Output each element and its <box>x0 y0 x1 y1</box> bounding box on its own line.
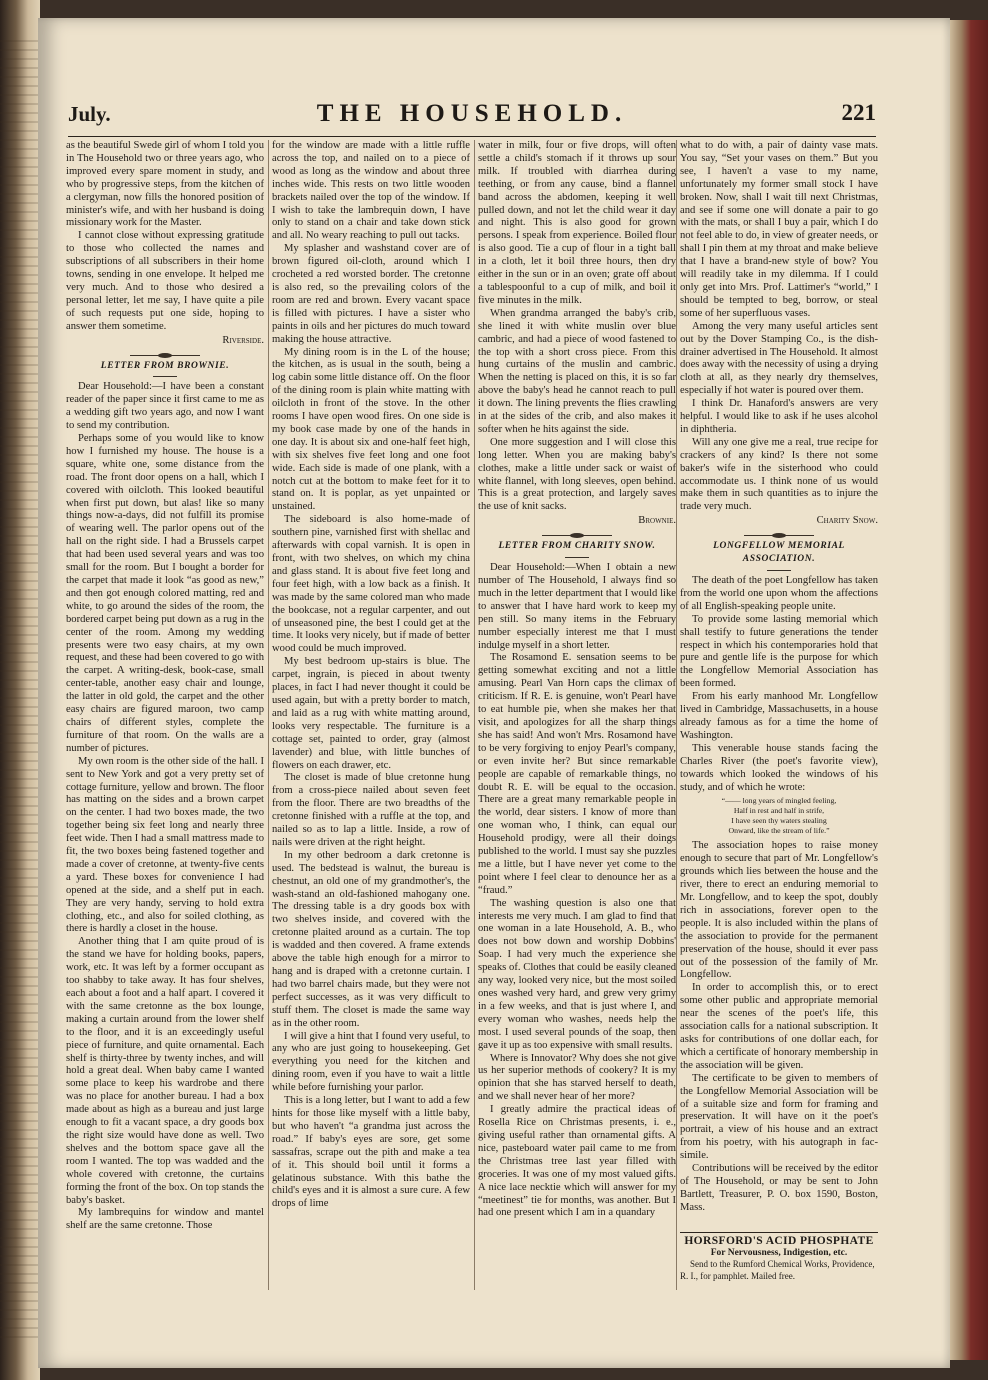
article-heading: LONGFELLOW MEMORIAL ASSOCIATION. <box>713 541 845 565</box>
paragraph: Dear Household:—I have been a constant reader of the paper since it first came to me as a wedding gift two years ago, and now I want to send my contribution. <box>66 381 264 432</box>
ad-body: Send to the Rumford Chemical Works, Providence, R. I., for pamphlet. Mailed free. <box>680 1259 875 1281</box>
paragraph: The association hopes to raise money enough to secure that part of Mr. Longfellow's grounds which lies between the house and the river, there to erect an enduring memorial to Mr. Longfellow, and to keep the spot, doubly rich in associations, forever open to the people. It is also included within the plans of the association to provide for the permanent preservation of the house, should it ever pass out of the possession of the family of Mr. Longfellow. <box>680 840 878 981</box>
paragraph: The washing question is also one that interests me very much. I am glad to find that one woman in a late Household, A. B., who does not bow down and worship Dobbins' Soap. I had very much the experience she speaks of. Clothes that could be easily cleaned any way, looked very nice, but the most soiled ones washed very hard, and grew very grimy in a few weeks, and that is just where I, and every woman who washes, needs help the most. I used several pounds of the soap, then gave it up as too expensive with small results. <box>478 897 676 1051</box>
poem-quote <box>680 796 878 836</box>
column-1 <box>66 140 264 1290</box>
page-number: 221 <box>841 100 876 125</box>
paragraph: for the window are made with a little ruffle across the top, and nailed on to a piece of wood as long as the window and about three inches wide. This rests on two little wooden brackets nailed over the top of the window. If I wish to take the lambrequin down, I have only to stand on a chair and take down stick and all. No weary reaching to pull out tacks. <box>272 140 470 242</box>
column-rule <box>268 140 269 1290</box>
paragraph: I think Dr. Hanaford's answers are very helpful. I would like to ask if he uses alcohol in diphtheria. <box>680 398 878 435</box>
advertisement-box <box>680 1232 878 1282</box>
heading-rule <box>565 557 589 558</box>
paragraph: In my other bedroom a dark cretonne is used. The bedstead is walnut, the bureau is chestnut, an old one of my grandmother's, the wash-stand an old-fashioned mahogany one. The dressing table is a dry goods box with two shelves inside, and covered with the cretonne plaited around as a curtain. The top is wadded and then covered. A frame extends above the table high enough for a mirror to hang and is draped with a cretonne curtain. I had two barrel chairs made, but they were not perfect successes, as it was very difficult to stuff them. The closet is made the same way as in the other room. <box>272 849 470 1029</box>
section-divider <box>542 535 612 536</box>
section-divider <box>744 535 814 536</box>
column-4 <box>680 140 878 1290</box>
heading-rule <box>153 376 177 377</box>
paragraph: My own room is the other side of the hall. I sent to New York and got a very pretty set of cottage furniture, yellow and brown. The floor has matting on the sides and a brown carpet on the center. I had two boxes made, the two together being six feet long and nearly three feet wide. Then I had a small mattress made to fit, the two boxes being fastened together and made a cover of cretonne, at twenty-five cents a yard. These boxes for convenience I had opened at the side, and a shelf put in each. They are very handy, serving to hold extra clothing, etc., and also for soiled clothing, as there is hardly a closet in the house. <box>66 755 264 935</box>
paragraph: Perhaps some of you would like to know how I furnished my house. The house is a square, white one, some distance from the road. The front door opens on a hall, which I covered with oilcloth. This looked beautiful when first put down, but alas! like so many things now-a-days, did not fulfill its promise of wearing well. The parlor opens out of the hall on the right side. I had a Brussels carpet that had been used several years and was too small for the room. But I bought a border for the carpet that made it look “as good as new,” and then got enough colored matting, red and white, to go around the sides of the room, the bordered carpet being put down as a rug in the center of the room. Among my wedding presents were two easy chairs, at my own request, and these had been covered to go with the carpet. A writing-desk, book-case, small center-table, another easy chair and lounge, the latter in old gold, the carpet and the other easy chairs are figured maroon, two camp chairs of different styles, complete the furniture of that room. On the walls are a number of pictures. <box>66 433 264 754</box>
masthead-title: THE HOUSEHOLD. <box>316 100 628 127</box>
paragraph: My best bedroom up-stairs is blue. The carpet, ingrain, is pieced in about twenty places, in fact I had never thought it could be used again, but with a pretty border to match, and laid as a rug with white matting around, looks very respectable. The furniture is a cottage set, painted to order, gray (almost lavender) and blue, with little bunches of flowers on each drawer, etc. <box>272 656 470 771</box>
page-header <box>68 96 876 137</box>
paragraph: I greatly admire the practical ideas of Rosella Rice on Christmas presents, i. e., giving useful rather than ornamental gifts. A nice, pasteboard water pail came to me from the Christmas tree last year filled with groceries. It was one of my most valued gifts. A nice lace necktie which will answer for my “meetinest” tie for months, was another. But I had one present which I am in a quandary <box>478 1104 676 1219</box>
heading-rule <box>767 570 791 571</box>
paragraph: Among the very many useful articles sent out by the Dover Stamping Co., is the dish-drainer advertised in The Household. It almost does away with the necessity of using a drying cloth at all, as they nearly dry themselves, especially if hot water is poured over them. <box>680 320 878 397</box>
paragraph: The sideboard is also home-made of southern pine, varnished first with shellac and afterwards with copal varnish. It is open in front, with two shelves, on which my china and glass stand. It is about five feet long and four feet high, with a low back as a finish. It was made by the same colored man who made the bookcase, not a regular carpenter, and out of unseasoned pine, the best I could get at the time. It looks very nicely, but if made of better wood could be much improved. <box>272 514 470 655</box>
ad-subtitle: For Nervousness, Indigestion, etc. <box>710 1247 848 1258</box>
header-month: July. <box>68 102 111 126</box>
paragraph: The death of the poet Longfellow has taken from the world one upon whom the affections of all English-speaking people unite. <box>680 575 878 612</box>
paragraph: The certificate to be given to members of the Longfellow Memorial Association will be of a suitable size and form for framing and preservation. It will have on it the poet's portrait, a view of his house and an extract from his poetry, with his autograph in fac-simile. <box>680 1072 878 1162</box>
signature: Riverside. <box>222 334 264 346</box>
paragraph: The Rosamond E. sensation seems to be getting somewhat exciting and not a little amusing. Pearl Van Horn caps the climax of criticism. If R. E. is genuine, won't Pearl have to eat humble pie, when she makes her that visit, and apologizes for all the sharp things she has said! And won't Mrs. Rosamond have to be very forgiving to enjoy Pearl's company, or even invite her? But since remarkable people are capable of remarkable things, no doubt R. E. will be equal to the occasion. There are a great many remarkable people in the world, dear sisters. I know of more than one woman who, I think, can equal our Household prodigy, were all their doings published to the world. I must say she puzzles me a little, but I have never yet come to the point where I feel clear to denounce her as a “fraud.” <box>478 652 676 896</box>
poem-line: “—— long years of mingled feeling, <box>721 796 837 806</box>
paragraph: Where is Innovator? Why does she not give us her superior methods of cookery? It is my opinion that she has starved herself to death, and we shall never hear of her more? <box>478 1052 676 1103</box>
column-2 <box>272 140 470 1290</box>
column-rule <box>474 140 475 1290</box>
section-divider <box>130 355 200 356</box>
poem-line: Half in rest and half in strife, <box>733 806 825 816</box>
paragraph: I cannot close without expressing gratitude to those who collected the names and subscriptions of all subscribers in their home towns, sending in one envelope. It helped me very much. And to those who desired a personal letter, let me say, I have quite a pile of such requests put one side, hoping to answer them sometime. <box>66 230 264 332</box>
paragraph: water in milk, four or five drops, will often settle a child's stomach if it throws up sour milk. If troubled with diarrhea during teething, or from any cause, bind a flannel band across the abdomen, keeping it well pulled down, and not let the child wear it day and night. This is also good for grown persons. I speak from experience. Boiled flour is also good. Tie a cup of flour in a tight ball in a cloth, let it boil three hours, then dry either in the sun or in an oven; grate off about a tablespoonful to a cup of milk, and boil it five minutes in the milk. <box>478 140 676 306</box>
article-heading: LETTER FROM BROWNIE. <box>100 360 230 371</box>
paragraph: My dining room is in the L of the house; the kitchen, as is usual in the south, being a log cabin some little distance off. On the floor of the dining room is plain white matting with oilcloth in front of the stove. In the other rooms I have open wood fires. On one side is my book case made by one of the hands in one day. It is about six and one-half feet high, with six shelves five feet long and one foot wide. Each side is made of one plank, with a notch cut at the bottom to make feet for it to stand on. It is poplar, as yet unpainted or unstained. <box>272 346 470 513</box>
poem-line: Onward, like the stream of life.” <box>728 826 830 836</box>
ad-title: HORSFORD'S ACID PHOSPHATE <box>684 1235 874 1247</box>
paragraph: Dear Household:—When I obtain a new number of The Household, I always find so much in the letter department that I would like to answer that I have hard work to keep my pen still. So many items in the February number especially interest me that I must indulge myself in a short letter. <box>478 562 676 651</box>
paragraph: I will give a hint that I found very useful, to any who are just going to housekeeping. Get everything you need for the kitchen and dining room, even if you have to wait a little while before furnishing your parlor. <box>272 1030 470 1094</box>
adjacent-page-strip <box>0 40 40 1340</box>
column-3 <box>478 140 676 1290</box>
paragraph: Another thing that I am quite proud of is the stand we have for holding books, papers, work, etc. It was left by a former occupant as too shabby to take away. It has four shelves, each about a foot and a half apart. I covered it with the same cretonne as the box lounge, making a curtain around from the lower shelf to the floor, and it is an exceedingly useful piece of furniture, and quite ornamental. Each shelf is thirty-three by twenty inches, and will hold a great deal. When baby came I wanted some place to keep his wardrobe and there was no place for another bureau. I had a box made about as high as a bureau and just large enough to fit a vacant space, a dry goods box the right size would have done as well. Two shelves and the bottom space gave all the room I wanted. The top was wadded and the whole covered with cretonne, the curtains forming the front of the box. On top stands the baby's basket. <box>66 936 264 1206</box>
article-heading: LETTER FROM CHARITY SNOW. <box>498 541 656 552</box>
paragraph: Contributions will be received by the editor of The Household, or may be sent to John Bartlett, Treasurer, P. O. box 1590, Boston, Mass. <box>680 1163 878 1213</box>
paragraph: My splasher and washstand cover are of brown figured oil-cloth, around which I crocheted a red worsted border. The cretonne is also red, so the prevailing colors of the room are red and brown. Every vacant space is filled with pictures. I have a sister who paints in oils and her pictures do much toward making the house attractive. <box>272 243 470 345</box>
paragraph: The closet is made of blue cretonne hung from a cross-piece nailed about seven feet from the floor. There are two breadths of the cretonne finished with a ruffle at the top, and nailed so as to lap a little. Inside, a row of nails were driven at the right height. <box>272 772 470 848</box>
paragraph: To provide some lasting memorial which shall testify to future generations the tender respect in which his contemporaries hold that pure and gentle life is the purpose for which the Longfellow Memorial Association has been formed. <box>680 613 878 690</box>
paragraph: From his early manhood Mr. Longfellow lived in Cambridge, Massachusetts, in a house already famous as for a time the home of Washington. <box>680 691 878 741</box>
paragraph: what to do with, a pair of dainty vase mats. You say, “Set your vases on them.” But you see, I haven't a vase to my name, unfortunately my former small stock I have broken. Now, shall I wait till next Christmas, and see if some one will donate a pair to go with the mats, or shall I buy a pair, which I do not feel able to do, in view of greater needs, or shall I pin them at my throat and make believe that I have a brand-new style of bow? You will readily take in my dilemma. If I could only get into Mrs. Prof. Lattimer's “world,” I should be tempted to beg, borrow, or steal some of her superfluous vases. <box>680 140 878 319</box>
column-rule <box>676 140 677 1290</box>
paragraph: One more suggestion and I will close this long letter. When you are making baby's clothes, make a little under sack or waist of white flannel, with long sleeves, open behind. This is a great protection, and largely saves the use of knit sacks. <box>478 436 676 513</box>
paragraph: In order to accomplish this, or to erect some other public and appropriate memorial near the scenes of the poet's life, this association calls for a national subscription. It asks for contributions of one dollar each, for which a certificate of honorary membership in the association will be given. <box>680 982 878 1071</box>
signature: Brownie. <box>638 515 676 527</box>
paragraph: This venerable house stands facing the Charles River (the poet's favorite view), towards which looked the windows of his study, and of which he wrote: <box>680 742 878 793</box>
poem-line: I have seen thy waters stealing <box>731 816 827 826</box>
paragraph: Will any one give me a real, true recipe for crackers of any kind? Is there not some baker's wife in the sisterhood who could accommodate us. I think none of us would make them in such quantities as to injure the trade very much. <box>680 436 878 513</box>
paragraph: My lambrequins for window and mantel shelf are the same cretonne. Those <box>66 1207 264 1232</box>
paragraph: This is a long letter, but I want to add a few hints for those like myself with a little baby, but who haven't “a grandma just across the road.” If baby's eyes are sore, get some sassafras, scrape out the pith and make a tea of it. This should boil until it forms a gelatinous substance. With this bathe the child's eyes and it is almost a sure cure. A few drops of lime <box>272 1095 470 1210</box>
paragraph: as the beautiful Swede girl of whom I told you in The Household two or three years ago, who improved every spare moment in study, and who by progressive steps, from the kitchen of a clergyman, now fills the honored position of minister's wife, and with her husband is doing missionary work for the Master. <box>66 140 264 229</box>
signature: Charity Snow. <box>816 515 878 527</box>
spine-lettering <box>956 560 980 860</box>
paragraph: When grandma arranged the baby's crib, she lined it with white muslin over blue cambric, and had a piece of wood fastened to the top with a short cross piece. From this hung curtains of the muslin and cambric. When the netting is placed on this, it is so far above the baby's head he cannot reach to pull it down. The lining prevents the flies crawling in at the sides of the crib, and also makes it softer when he hits against the side. <box>478 307 676 435</box>
